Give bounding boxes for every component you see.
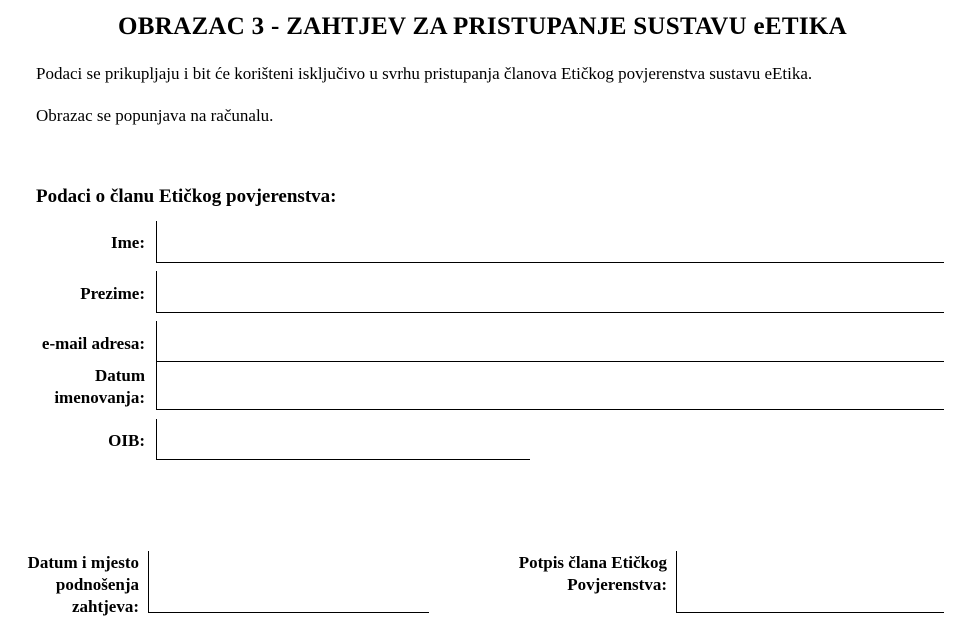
potpis-label-line1: Potpis člana Etičkog xyxy=(518,553,667,572)
datum-imenovanja-label-line2: imenovanja: xyxy=(54,388,145,407)
potpis-label-line2: Povjerenstva: xyxy=(567,575,667,594)
intro-paragraph-instructions: Obrazac se popunjava na računalu. xyxy=(36,106,274,125)
datum-imenovanja-label xyxy=(54,365,145,409)
datum-imenovanja-label-line1: Datum xyxy=(94,366,145,385)
intro-paragraph-purpose: Podaci se prikupljaju i bit će korišteni isključivo u svrhu pristupanja članova Etičkog povjerenstva sustavu eEtika. xyxy=(36,64,813,83)
ime-field[interactable] xyxy=(156,221,944,263)
oib-field[interactable] xyxy=(156,419,530,460)
form-title: OBRAZAC 3 - ZAHTJEV ZA PRISTUPANJE SUSTAVU eETIKA xyxy=(118,13,847,40)
oib-label: OIB: xyxy=(108,431,145,450)
prezime-label: Prezime: xyxy=(80,284,145,303)
datum-mjesto-label-line2: podnošenja xyxy=(55,575,139,594)
datum-imenovanja-field[interactable] xyxy=(156,362,944,410)
ime-label: Ime: xyxy=(111,233,145,252)
email-field[interactable] xyxy=(156,321,944,362)
datum-mjesto-label-line1: Datum i mjesto xyxy=(27,553,139,572)
potpis-label xyxy=(519,552,667,596)
datum-mjesto-label-line3: zahtjeva: xyxy=(71,597,139,616)
section-heading-member-data: Podaci o članu Etičkog povjerenstva: xyxy=(36,186,337,207)
email-label: e-mail adresa: xyxy=(41,334,145,353)
datum-mjesto-field[interactable] xyxy=(148,551,429,613)
prezime-field[interactable] xyxy=(156,271,944,313)
potpis-field[interactable] xyxy=(676,551,944,613)
datum-mjesto-label xyxy=(28,552,139,618)
